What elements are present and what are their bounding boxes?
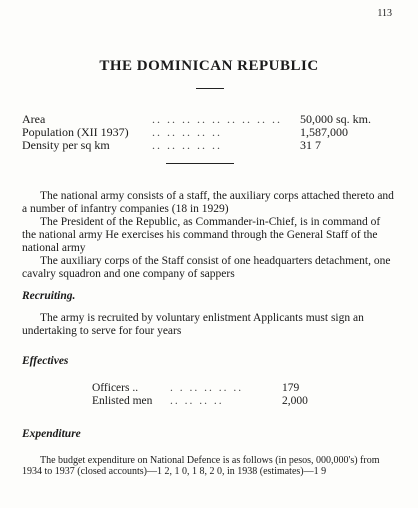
stat-value: 31 7: [300, 138, 321, 152]
effectives-row-officers: [92, 382, 332, 395]
page-title: THE DOMINICAN REPUBLIC: [99, 58, 319, 74]
title-rule: [196, 88, 224, 89]
army-paragraphs: [22, 190, 394, 281]
stat-leader: .. .. .. .. .. .. .. .. ..: [152, 112, 282, 126]
stats-table: [22, 113, 382, 152]
effectives-table: [92, 382, 332, 408]
effectives-leader: . . .. .. .. ..: [170, 382, 244, 394]
expenditure-heading: Expenditure: [22, 428, 81, 440]
effectives-label: Officers ..: [92, 382, 139, 394]
effectives-row-enlisted: [92, 395, 332, 408]
stat-value: 1,587,000: [300, 125, 348, 139]
paragraph: The auxiliary corps of the Staff consist of one headquarters detachment, one cavalry squadron and one company of sappers: [22, 255, 391, 280]
paragraph: The President of the Republic, as Commander-in-Chief, is in command of the national army He exercises his command through the General Staff of the national army: [22, 216, 381, 254]
recruiting-text: The army is recruited by voluntary enlistment Applicants must sign an undertaking to serve for four years: [22, 312, 364, 337]
stat-value: 50,000 sq. km.: [300, 112, 372, 126]
stat-label: Area: [22, 112, 46, 126]
stat-label: Population (XII 1937): [22, 125, 129, 139]
paragraph: The national army consists of a staff, the auxiliary corps attached thereto and a number of infantry companies (18 in 1929): [22, 190, 394, 215]
stat-leader: .. .. .. .. ..: [152, 125, 222, 139]
stat-label: Density per sq km: [22, 138, 110, 152]
effectives-heading: Effectives: [22, 355, 69, 367]
section-rule: [166, 163, 234, 164]
stat-leader: .. .. .. .. ..: [152, 138, 222, 152]
expenditure-text: The budget expenditure on National Defence is as follows (in pesos, 000,000's) from 1934 to 1937 (closed accounts)—1 2, 1 0, 1 8, 2 0, in 1938 (estimates)—1 9: [22, 455, 380, 477]
page-number: 113: [377, 8, 392, 19]
effectives-value: 2,000: [282, 395, 308, 407]
recruiting-heading: Recruiting.: [22, 290, 76, 302]
effectives-value: 179: [282, 382, 300, 394]
effectives-label: Enlisted men: [92, 395, 153, 407]
effectives-leader: .. .. .. ..: [170, 395, 224, 407]
stat-row-density: [22, 139, 382, 152]
